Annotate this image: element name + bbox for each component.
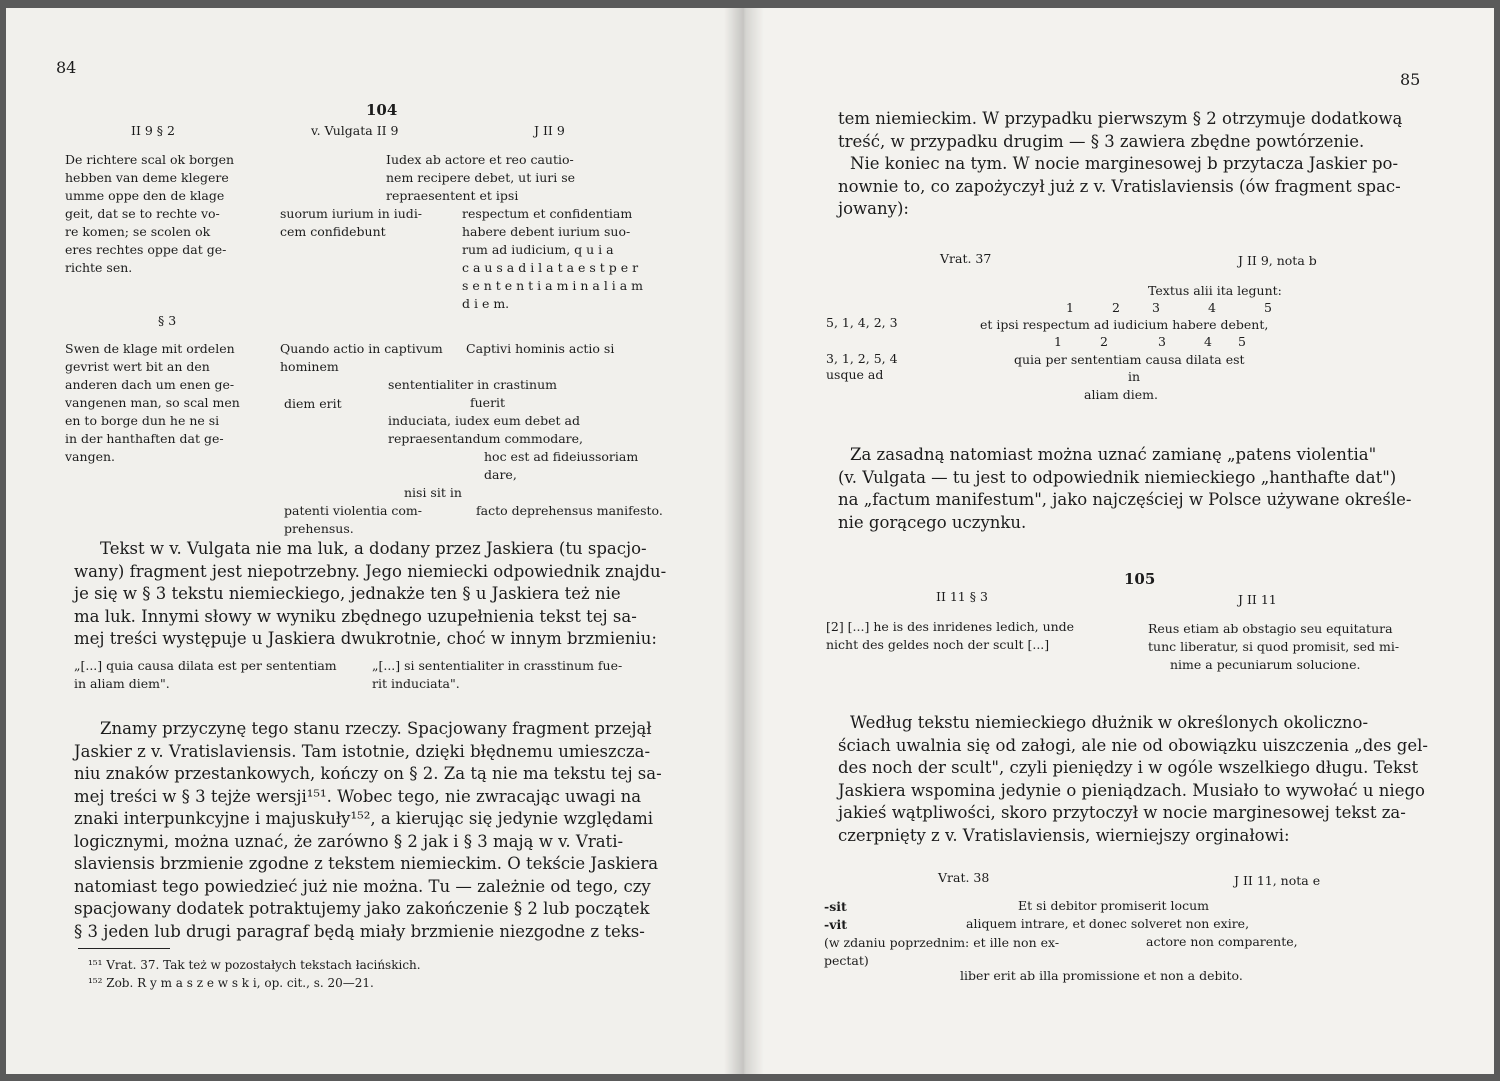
col-header-german: II 9 § 2 [131,123,175,138]
block3-line-4: liber erit ab illa promissione et non a debito. [960,968,1243,983]
right-page: 85 tem niemieckim. W przypadku pierwszym § 2 otrzymuje dodatkową treść, w przypadku drugim — § 3 zawiera zbędne powtórzenie. Nie koniec na tym. W nocie marginesowej b przytacza Jaskier po- nownie to, co zapożyczył już z v. Vratislaviensis (ów fragment spac- jowany): Vrat. 37 J II 9, nota b Textus alii ita legunt: 1 2 3 4 5 5, 1, 4, 2, 3 et ipsi respectum ad iudicium habere debent, 1 2 3 4 5 3, 1, 2, 5, 4 quia per sententiam causa dilata est usque ad in aliam diem. Za zasadną natomiast można uznać zamianę „patens violentia" (v. Vulgata — tu jest to odpowiednik niemieckiego „hanthafte dat") na „factum manifestum", jako najczęściej w Polsce używane określe- nie gorącego uczynku. 105 II 11 § 3 J II 11 [2] [...] he is des inridenes ledich, unde nicht des geldes noch der scult [...] Reus etiam ab obstagio seu equitatura tunc liberatur, si quod promisit, sed mi- nime a pecuniarum solucione. Według tekstu niemieckiego dłużnik w określonych okoliczno- ściach uwalnia się od załogi, ale nie od obowiązku uiszczenia „des gel- des noch der scult", czyli pieniędzy i w ogóle wszelkiego długu. Tekst Jaskiera wspomina jedynie o pieniądzach. Musiało to wywołać u niego jakieś wątpliwości, skoro przytoczył w nocie marginesowej tekst za- czerpnięty z v. Vratislaviensis, wierniejszy orginałowi: Vrat. 38 J II 11, nota e -sit -vit (w zdaniu poprzednim: et ille non ex- pectat) Et si debitor promiserit locum aliquem intrare, et donec solveret non exire, actore non comparente, liber erit ab illa promissione et non a debito. [744,8,1494,1074]
margin-vit: -vit [824,917,847,932]
left-page: 84 104 II 9 § 2 v. Vulgata II 9 J II 9 De richtere scal ok borgen hebben van deme klegere umme oppe den de klage geit, dat se to rechte vo- re komen; se scolen ok eres rechtes oppe dat ge- richte sen. Iudex ab actore et reo cautio- nem recipere debet, ut iuri se repraesentent et ipsi suorum iurium in iudi- cem confidebunt respectum et confidentiam habere debent iurium suo- rum ad iudicium, q u i a c a u s a d i l a t a e s t p e r s e n t e n t i a m i n a l i a m d i e m. § 3 Swen de klage mit ordelen gevrist wert bit an den anderen dach um enen ge- vangenen man, so scal men en to borge dun he ne si in der hanthaften dat ge- vangen. Quando actio in captivum hominem Captivi hominis actio si sententialiter in crastinum fuerit diem erit induciata, iudex eum debet ad repraesentandum commodare, hoc est ad fideiussoriam dare, nisi sit in patenti violentia com- prehensus. facto deprehensus manifesto. Tekst w v. Vulgata nie ma luk, a dodany przez Jaskiera (tu spacjo- wany) fragment jest niepotrzebny. Jego niemiecki odpowiednik znajdu- je się w § 3 tekstu niemieckiego, jednakże ten § u Jaskiera też nie ma luk. Innymi słowy w wyniku zbędnego uzupełnienia tekst tej sa- mej treści występuje u Jaskiera dwukrotnie, choć w innym brzmieniu: „[...] quia causa dilata est per sententiam in aliam diem". „[...] si sententialiter in crasstinum fue- rit induciata". Znamy przyczynę tego stanu rzeczy. Spacjowany fragment przejął Jaskier z v. Vratislaviensis. Tam istotnie, dzięki błędnemu umieszcza- niu znaków przestankowych, kończy on § 2. Za tą nie ma tekstu tej sa- mej treści w § 3 tejże wersji¹⁵¹. Wobec tego, nie zwracając uwagi na znaki interpunkcyjne i majuskuły¹⁵², a kierując się jedynie względami logicznymi, można uznać, że zarówno § 2 jak i § 3 mają w v. Vrati- slaviensis brzmienie zgodne z tekstem niemieckim. O tekście Jaskiera natomiast tego powiedzieć już nie można. Tu — zależnie od tego, czy spacjowany dodatek potraktujemy jako zakończenie § 2 lub początek § 3 jeden lub drugi paragraf będą miały brzmienie niezgodne z teks- ¹⁵¹ Vrat. 37. Tak też w pozostałych tekstach łacińskich. ¹⁵² Zob. R y m a s z e w s k i, op. cit., s. 20—21. [6,8,744,1074]
vulgata-text-p3b: diem erit [284,396,342,411]
page-number: 84 [56,58,77,77]
col-header-vulgata: v. Vulgata II 9 [311,123,399,138]
block3-line-1: Et si debitor promiserit locum [1018,898,1209,913]
block3-line-3: actore non comparente, [1146,934,1298,949]
jaskier-note-b-header: J II 9, nota b [1238,253,1317,268]
block2-german-header: II 11 § 3 [936,589,988,604]
variant-line-2: quia per sententiam causa dilata est [1014,352,1245,367]
block3-line-2: aliquem intrare, et donec solveret non exire, [966,916,1250,931]
common-text-p3c: nisi sit in [404,485,462,500]
margin-sit: -sit [824,899,847,914]
page-number: 85 [1400,70,1421,89]
margin-note-cont: pectat) [824,953,869,968]
order-sequence-2: 3, 1, 2, 5, 4 [826,351,898,366]
footnote-rule [78,948,170,949]
vrat38-header: Vrat. 38 [938,870,990,885]
jaskier-text-p3a: Captivi hominis actio si [466,341,615,356]
margin-note: (w zdaniu poprzednim: et ille non ex- [824,935,1060,950]
footnote-151: ¹⁵¹ Vrat. 37. Tak też w pozostałych tekstach łacińskich. [88,958,421,972]
textus-alii-line: Textus alii ita legunt: [1148,283,1282,298]
usque-ad: usque ad [826,367,884,382]
section-3-label: § 3 [158,313,177,328]
section-number: 105 [1124,570,1156,588]
variant-line-4: aliam diem. [1084,387,1158,402]
vrat37-header: Vrat. 37 [940,251,992,266]
jaskier-note-e-header: J II 11, nota e [1234,873,1321,888]
variant-line-3: in [1128,369,1141,384]
order-sequence-1: 5, 1, 4, 2, 3 [826,315,898,330]
section-number: 104 [366,101,398,119]
block2-jaskier-header: J II 11 [1238,592,1277,607]
jaskier-text-p3c: facto deprehensus manifesto. [476,503,663,518]
col-header-jaskier: J II 9 [534,123,565,138]
variant-line-1: et ipsi respectum ad iudicium habere debent, [980,317,1269,332]
footnote-152: ¹⁵² Zob. R y m a s z e w s k i, op. cit., s. 20—21. [88,976,374,990]
